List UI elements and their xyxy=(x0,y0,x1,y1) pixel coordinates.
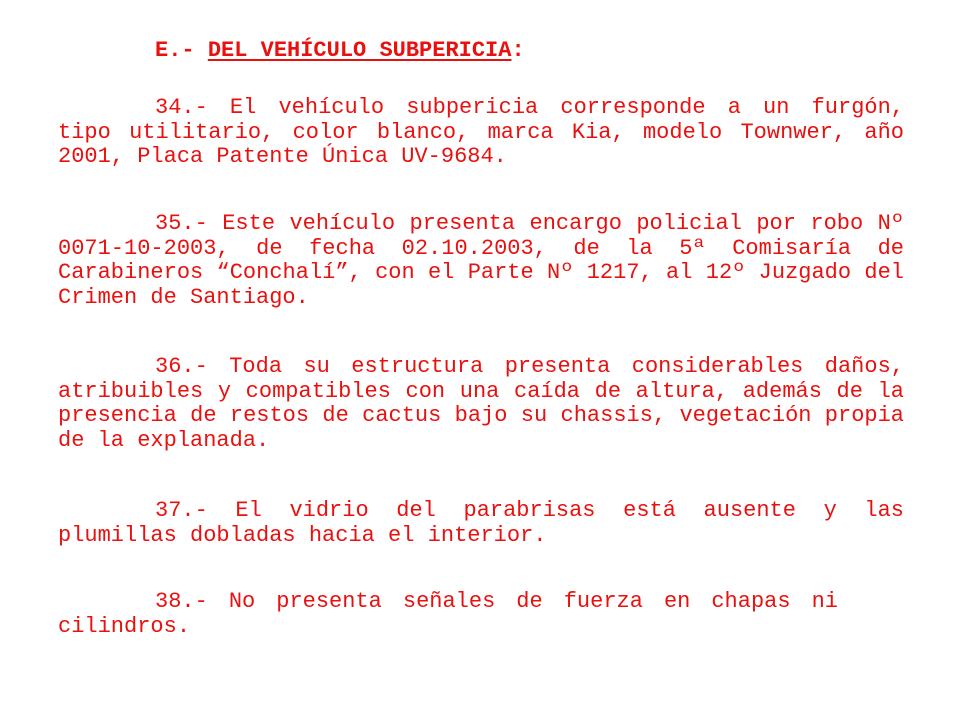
paragraph-37: 37.- El vidrio del parabrisas está ausente y las plumillas dobladas hacia el interior. xyxy=(58,498,904,548)
section-title: DEL VEHÍCULO SUBPERICIA xyxy=(207,38,512,63)
paragraph-35: 35.- Este vehículo presenta encargo policial por robo Nº 0071-10-2003, de fecha 02.10.2003, de la 5ª Comisaría de Carabineros “Conchalí”, con el Parte Nº 1217, al 12º Juzgado del Crimen de Santiago. xyxy=(58,211,904,310)
section-suffix: : xyxy=(511,38,525,63)
paragraph-38: 38.- No presenta señales de fuerza en chapas ni cilindros. xyxy=(58,589,838,639)
paragraph-34: 34.- El vehículo subpericia corresponde a un furgón, tipo utilitario, color blanco, marca Kia, modelo Townwer, año 2001, Placa Patente Única UV-9684. xyxy=(58,95,904,169)
document-page xyxy=(58,0,904,720)
section-heading xyxy=(155,39,525,64)
paragraph-36: 36.- Toda su estructura presenta considerables daños, atribuibles y compatibles con una caída de altura, además de la presencia de restos de cactus bajo su chassis, vegetación propia de la explanada. xyxy=(58,354,904,453)
section-prefix: E.- xyxy=(155,38,208,63)
